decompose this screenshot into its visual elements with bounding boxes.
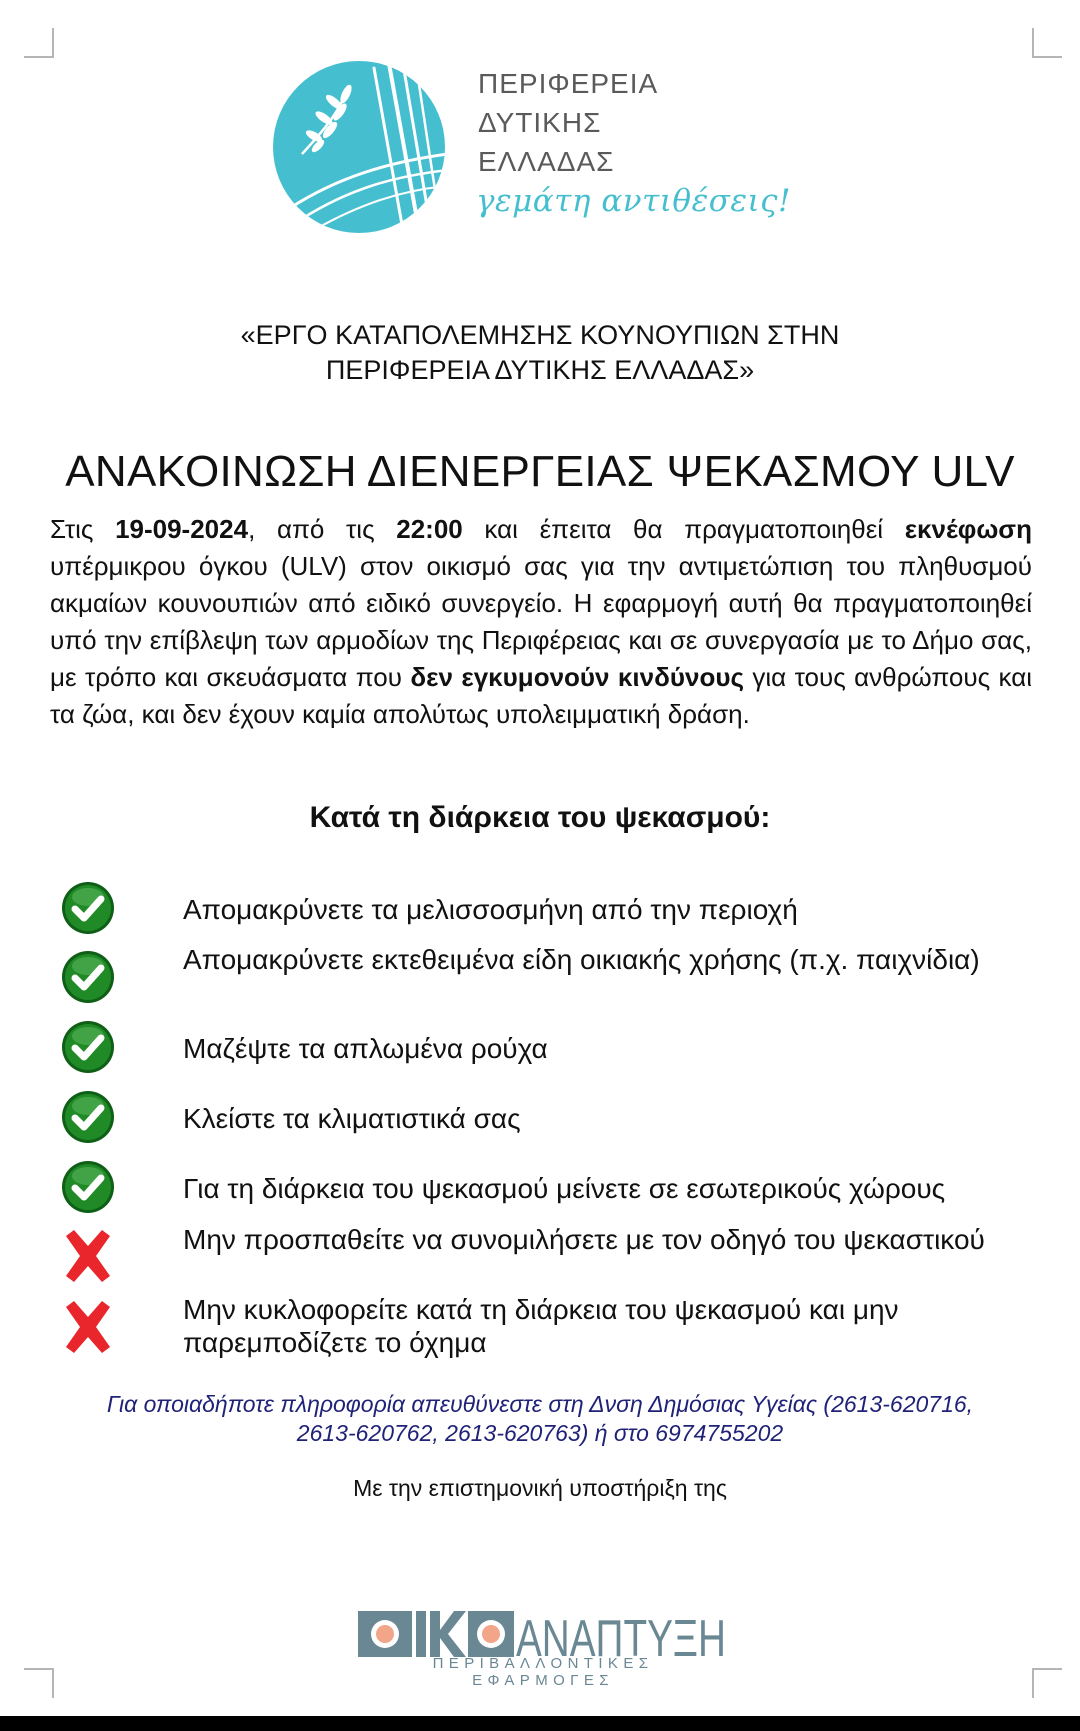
during-spraying-heading: Κατά τη διάρκεια του ψεκασμού: <box>309 801 771 834</box>
project-title-line-1: «ΕΡΓΟ ΚΑΤΑΠΟΛΕΜΗΣΗΣ ΚΟΥΝΟΥΠΙΩΝ ΣΤΗΝ <box>240 320 840 350</box>
screen-bottom-bar <box>0 1716 1080 1731</box>
instruction-text: Απομακρύνετε εκτεθειμένα είδη οικιακής χρήσης (π.χ. παιχνίδια) <box>183 944 980 975</box>
contact-line-1: Για οποιαδήποτε πληροφορία απευθύνεστε στη Δνση Δημόσιας Υγείας (2613-620716, <box>106 1391 974 1417</box>
check-icon <box>60 880 116 936</box>
instruction-text: Για τη διάρκεια του ψεκασμού μείνετε σε εσωτερικούς χώρους <box>183 1173 946 1204</box>
scientific-support-text: Με την επιστημονική υποστήριξη της <box>353 1475 727 1501</box>
crop-mark-top-right <box>1032 28 1062 58</box>
crop-mark-top-left <box>24 28 54 58</box>
announcement-paragraph <box>50 511 1032 733</box>
logo-line-1: ΠΕΡΙΦΕΡΕΙΑ <box>478 68 659 99</box>
spray-method: εκνέφωση <box>904 514 1032 544</box>
instruction-text: Κλείστε τα κλιματιστικά σας <box>183 1103 521 1134</box>
spray-time: 22:00 <box>396 514 463 544</box>
contact-line-2: 2613-620762, 2613-620763) ή στο 6974755202 <box>296 1420 784 1446</box>
instruction-text: Μην κυκλοφορείτε κατά τη διάρκεια του ψεκασμού και μην παρεμποδίζετε το όχημα <box>183 1294 899 1358</box>
para-text-1: Στις <box>50 514 116 544</box>
instruction-text: Απομακρύνετε τα μελισσοσμήνη από την περιοχή <box>183 894 798 925</box>
logo-line-2: ΔΥΤΙΚΗΣ <box>478 107 602 138</box>
logo-line-3: ΕΛΛΑΔΑΣ <box>478 146 615 177</box>
region-logo-text <box>478 64 791 219</box>
project-title-line-2: ΠΕΡΙΦΕΡΕΙΑ ΔΥΤΙΚΗΣ ΕΛΛΑΔΑΣ» <box>325 355 755 385</box>
cross-icon <box>60 1299 116 1355</box>
svg-text:ΑΝΑΠΤΥΞΗ: ΑΝΑΠΤΥΞΗ <box>516 1610 726 1668</box>
crop-mark-bottom-right <box>1032 1668 1062 1698</box>
logo-slogan: γεμάτη αντιθέσεις! <box>476 183 791 219</box>
crop-mark-bottom-left <box>24 1668 54 1698</box>
cross-icon <box>60 1228 116 1284</box>
region-emblem-logo <box>270 58 448 236</box>
instruction-text: Μην προσπαθείτε να συνομιλήσετε με τον οδηγό του ψεκαστικού <box>183 1224 985 1255</box>
para-text-2: , από τις <box>248 514 397 544</box>
safety-statement: δεν εγκυμονούν κινδύνους <box>410 662 744 692</box>
instruction-text: Μαζέψτε τα απλωμένα ρούχα <box>183 1033 548 1064</box>
check-icon <box>60 949 116 1005</box>
oikoanaptyxi-tagline: ΠΕΡΙΒΑΛΛΟΝΤΙΚΕΣ ΕΦΑΡΜΟΓΕΣ <box>432 1655 654 1689</box>
contact-info <box>40 1390 1040 1448</box>
check-icon <box>60 1159 116 1215</box>
para-text-4: υπέρμικρου όγκου (ULV) στον οικισμό σας για την αντιμετώπιση του πληθυσμού ακμαίων κουνουπιών από ειδικό συνεργείο. Η εφαρμογή αυτή θα πραγματοποιηθεί υπό την επίβλεψη των αρμοδίων της Περιφέρειας και σε συνεργασία με το Δήμο σας, με τρόπο και σκευάσματα που <box>50 551 1032 692</box>
project-title <box>120 318 960 388</box>
check-icon <box>60 1089 116 1145</box>
para-text-3: και έπειτα θα πραγματοποιηθεί <box>462 514 905 544</box>
spray-date: 19-09-2024 <box>115 514 249 544</box>
para-text-5: για τους ανθρώπους και τα ζώα, και δεν έχουν καμία απολύτως υπολειμματική δράση. <box>50 662 1033 729</box>
announcement-heading: ΑΝΑΚΟΙΝΩΣΗ ΔΙΕΝΕΡΓΕΙΑΣ ΨΕΚΑΣΜΟΥ ULV <box>65 447 1015 496</box>
check-icon <box>60 1019 116 1075</box>
